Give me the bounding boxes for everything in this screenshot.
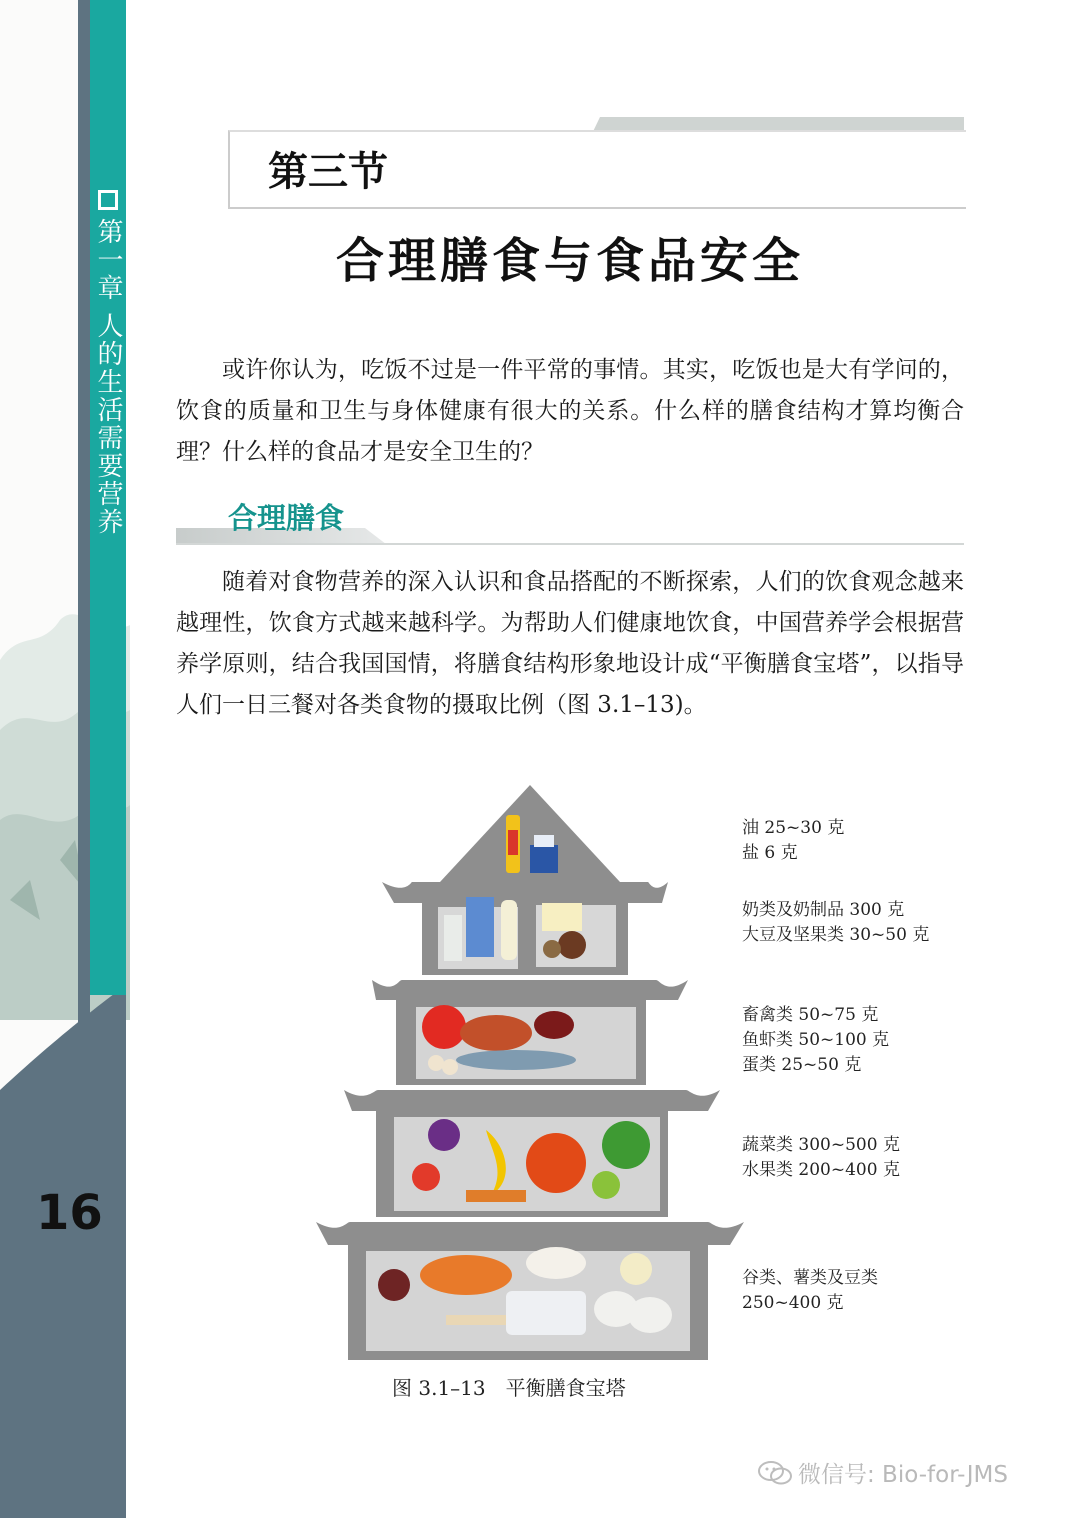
subheading-rule [176,543,964,545]
wechat-icon [758,1460,792,1486]
section-label: 第三节 [268,149,388,195]
pyramid-level-4-label [742,1133,900,1183]
label-line: 谷类、薯类及豆类 [742,1268,878,1288]
page-number: 16 [36,1185,103,1241]
chapter-name: 人的生活需要营养 [93,312,123,536]
label-line: 蔬菜类 300~500 克 [742,1135,900,1155]
label-line: 奶类及奶制品 300 克 [742,900,905,920]
pyramid-level-1-label [742,816,844,866]
intro-paragraph: 或许你认为，吃饭不过是一件平常的事情。其实，吃饭也是大有学问的，饮食的质量和卫生与身体健康有很大的关系。什么样的膳食结构才算均衡合理？什么样的食品才是安全卫生的？ [176,357,964,465]
pyramid-level-2-label [742,898,929,948]
chapter-marker [98,190,118,210]
label-line: 蛋类 25~50 克 [742,1055,862,1075]
chapter-number: 第一章 [93,218,123,302]
label-line: 鱼虾类 50~100 克 [742,1030,890,1050]
label-line: 盐 6 克 [742,843,798,863]
label-line: 大豆及坚果类 30~50 克 [742,925,930,945]
label-line: 250~400 克 [742,1293,844,1313]
figure-caption: 图 3.1–13 平衡膳食宝塔 [392,1376,626,1400]
margin-rule [78,0,90,1518]
food-pyramid-illustration [316,785,744,1365]
subsection-heading: 合理膳食 [228,501,345,535]
pyramid-level-5-label [742,1266,878,1316]
watermark [758,1456,1008,1489]
label-line: 畜禽类 50~75 克 [742,1005,879,1025]
label-line: 水果类 200~400 克 [742,1160,900,1180]
chapter-title-vertical [92,218,124,536]
pyramid-level-2 [382,882,668,975]
label-line: 油 25~30 克 [742,818,845,838]
page-title: 合理膳食与食品安全 [335,233,804,289]
corner-decoration [0,985,200,1518]
subsection-paragraph: 随着对食物营养的深入认识和食品搭配的不断探索，人们的饮食观念越来越理性，饮食方式越来越科学。为帮助人们健康地饮食，中国营养学会根据营养学原则，结合我国国情，将膳食结构形象地设计成“平衡膳食宝塔”，以指导人们一日三餐对各类食物的摄取比例（图 3.1–13)。 [176,569,964,718]
pyramid-level-3-label [742,1003,889,1078]
watermark-text: 微信号: Bio-for-JMS [798,1462,1008,1488]
